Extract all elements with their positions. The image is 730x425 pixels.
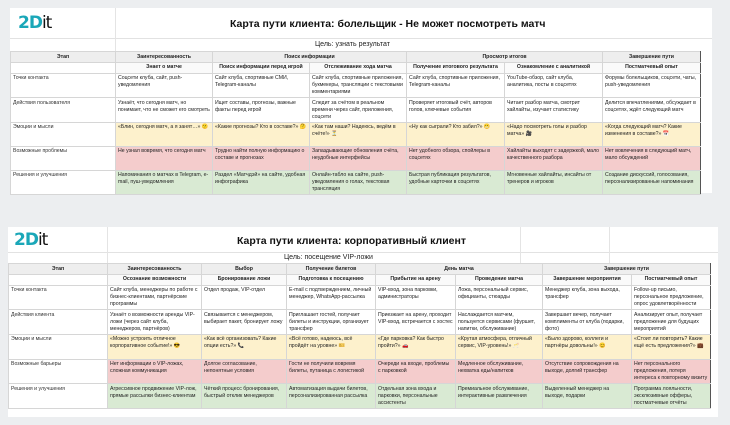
- journey-cell: Связывается с менеджером, выбирает пакет, бронирует ложу: [202, 310, 287, 335]
- stage-header: Завершение пути: [543, 264, 711, 275]
- stage-header: Просмотр итогов: [407, 52, 603, 63]
- substage-header: Постматчевый опыт: [603, 62, 701, 73]
- emotions-row: [11, 122, 701, 146]
- substage-header: Ознакомление с аналитикой: [505, 62, 603, 73]
- journey-cell: Мгновенные хайлайты, инсайты от тренеров и игроков: [505, 170, 603, 195]
- substage-header: Прибытие на арену: [376, 274, 456, 285]
- stage-header: Выбор: [202, 264, 287, 275]
- journey-cell: «Всё готово, надеюсь, всё пройдёт на уровне» 🎫: [287, 334, 376, 359]
- journey-cell: Ложа, персональный сервис, официанты, стюарды: [456, 285, 543, 310]
- journey-cell: Автоматизация выдачи билетов, персонализированная рассылка: [287, 384, 376, 409]
- journey-cell: VIP-вход, зона парковки, администраторы: [376, 285, 456, 310]
- stage-row: [9, 264, 711, 275]
- row-label: Эмоции и мысли: [11, 122, 116, 146]
- row-label: Точки контакта: [11, 73, 116, 98]
- journey-cell: Гости не получили вовремя билеты, путаница с логистикой: [287, 359, 376, 384]
- journey-cell: Форумы болельщиков, соцсети, чаты, push-уведомления: [603, 73, 701, 98]
- row-label: Действия клиента: [9, 310, 108, 335]
- map1-table: [10, 51, 701, 195]
- problems-row: [11, 146, 701, 170]
- substage-row: [9, 274, 711, 285]
- journey-cell: Сайт клуба, спортивные приложения, Telegram-каналы: [407, 73, 505, 98]
- journey-cell: Долгое согласование, непонятные условия: [202, 359, 287, 384]
- substage-header: Поиск информации перед игрой: [213, 62, 310, 73]
- substage-header: Бронирование ложи: [202, 274, 287, 285]
- map2-goal: Цель: посещение VIP-ложи: [284, 254, 373, 261]
- journey-cell: Приезжает на арену, проходит VIP-вход, встречается с хостес: [376, 310, 456, 335]
- journey-cell: «Было здорово, коллеги и партнёры довольны!» 😊: [543, 334, 632, 359]
- journey-cell: Отдельная зона входа и парковки, персональные ассистенты: [376, 384, 456, 409]
- stage-header: Заинтересованность: [108, 264, 202, 275]
- journey-cell: Узнаёт, что сегодня матч, но понимает, что не сможет его смотреть: [116, 98, 213, 123]
- stage-header: Поиск информации: [213, 52, 407, 63]
- journey-cell: «Как всё организовать? Какие опции есть?» 📞: [202, 334, 287, 359]
- row-label: Решения и улучшения: [9, 384, 108, 409]
- journey-cell: «Какие прогнозы? Кто в составе?» 🤔: [213, 122, 310, 146]
- emotions-row: [9, 334, 711, 359]
- stage-header: День матча: [376, 264, 543, 275]
- journey-cell: «Ну как сыграли? Кто забил?» 😬: [407, 122, 505, 146]
- journey-map-fan: [10, 8, 712, 193]
- touchpoints-row: [11, 73, 701, 98]
- journey-cell: Нет удобного обзора, спойлеры в соцсетях: [407, 146, 505, 170]
- journey-cell: Программа лояльности, эксклюзивные офферы, постматчевые отчёты: [632, 384, 711, 409]
- journey-cell: Не узнал вовремя, что сегодня матч: [116, 146, 213, 170]
- journey-cell: Агрессивное продвижение VIP-лож, прямые рассылки бизнес-клиентам: [108, 384, 202, 409]
- journey-cell: Читает разбор матча, смотрит хайлайты, изучает статистику: [505, 98, 603, 123]
- journey-cell: Ищет составы, прогнозы, важные факты перед игрой: [213, 98, 310, 123]
- journey-cell: Нет информации о VIP-ложах, сложная коммуникация: [108, 359, 202, 384]
- journey-cell: «Стоит ли повторить? Какие ещё есть предложения?» 💼: [632, 334, 711, 359]
- stage-header: Заинтересованность: [116, 52, 213, 63]
- journey-cell: Follow-up письмо, персональное предложение, опрос удовлетворённости: [632, 285, 711, 310]
- substage-header: Получение итогового результата: [407, 62, 505, 73]
- journey-cell: Хайлайты выходят с задержкой, мало качественного разбора: [505, 146, 603, 170]
- map1-title: Карта пути клиента: болельщик - Не может посмотреть матч: [230, 18, 546, 30]
- map1-goal: Цель: узнать результат: [315, 41, 390, 48]
- journey-cell: «Крутая атмосфера, отличный сервис, VIP-уровень!» 🥂: [456, 334, 543, 359]
- row-label: Решения и улучшения: [11, 170, 116, 195]
- journey-cell: Приглашает гостей, получает билеты и инструкции, организует трансфер: [287, 310, 376, 335]
- map2-table: [8, 263, 711, 409]
- journey-cell: YouTube-обзор, сайт клуба, аналитика, посты в соцсетях: [505, 73, 603, 98]
- journey-cell: Нет персонального предложения, потеря интереса к повторному визиту: [632, 359, 711, 384]
- row-label: Эмоции и мысли: [9, 334, 108, 359]
- stage-label: Этап: [11, 52, 116, 63]
- substage-header: Подготовка к посещению: [287, 274, 376, 285]
- logo: 2Dit: [18, 13, 52, 33]
- row-label: Точки контакта: [9, 285, 108, 310]
- journey-cell: «Где парковка? Как быстро пройти?» 🚗: [376, 334, 456, 359]
- actions-row: [9, 310, 711, 335]
- journey-cell: Напоминания о матчах в Telegram, e-mail, пуш-уведомления: [116, 170, 213, 195]
- map2-header: [8, 227, 718, 253]
- logo: 2Dit: [14, 230, 48, 250]
- actions-row: [11, 98, 701, 123]
- journey-cell: Узнаёт о возможности аренды VIP-ложи (через сайт клуба, менеджеров, партнёров): [108, 310, 202, 335]
- substage-header: Проведение матча: [456, 274, 543, 285]
- problems-row: [9, 359, 711, 384]
- journey-cell: Анализирует опыт, получает предложение для будущих мероприятий: [632, 310, 711, 335]
- substage-header: Осознание возможности: [108, 274, 202, 285]
- journey-cell: Сайт клуба, менеджеры по работе с бизнес-клиентами, партнёрские программы: [108, 285, 202, 310]
- substage-header: Отслеживание хода матча: [310, 62, 407, 73]
- map2-title: Карта пути клиента: корпоративный клиент: [237, 235, 466, 247]
- map1-header: [10, 8, 712, 39]
- journey-map-corporate: [8, 227, 718, 417]
- journey-cell: Медленное обслуживание, нехватка еды/напитков: [456, 359, 543, 384]
- row-label: Действия пользователя: [11, 98, 116, 123]
- row-label: Возможные барьеры: [9, 359, 108, 384]
- journey-cell: Проверяет итоговый счёт, авторов голов, ключевые события: [407, 98, 505, 123]
- journey-cell: Нет вовлечения в следующий матч, мало обсуждений: [603, 146, 701, 170]
- journey-cell: Премиальное обслуживание, интерактивные развлечения: [456, 384, 543, 409]
- journey-cell: Создание дискуссий, голосования, персонализированные напоминания: [603, 170, 701, 195]
- journey-cell: Делится впечатлениями, обсуждает в соцсетях, ждёт следующий матч: [603, 98, 701, 123]
- stage-header: Завершение пути: [603, 52, 701, 63]
- journey-cell: Отсутствие сопровождения на выходе, долгий трансфер: [543, 359, 632, 384]
- journey-cell: Наслаждается матчем, пользуется сервисами (фуршет, напитки, обслуживание): [456, 310, 543, 335]
- touchpoints-row: [9, 285, 711, 310]
- substage-header: Завершение мероприятия: [543, 274, 632, 285]
- journey-cell: «Можно устроить отличное корпоративное событие!» 😎: [108, 334, 202, 359]
- solutions-row: [11, 170, 701, 195]
- solutions-row: [9, 384, 711, 409]
- journey-cell: Сайт клуба, спортивные СМИ, Telegram-каналы: [213, 73, 310, 98]
- journey-cell: Трудно найти полную информацию о составе и прогнозах: [213, 146, 310, 170]
- journey-cell: Соцсети клуба, сайт, push-уведомления: [116, 73, 213, 98]
- journey-cell: E-mail с подтверждением, личный менеджер, WhatsApp-рассылка: [287, 285, 376, 310]
- journey-cell: Менеджер клуба, зона выхода, трансфер: [543, 285, 632, 310]
- journey-cell: «Когда следующий матч? Какие изменения в составе?» 📅: [603, 122, 701, 146]
- journey-cell: Быстрая публикация результатов, удобные карточки в соцсетях: [407, 170, 505, 195]
- journey-cell: Запаздывающие обновления счёта, неудобные интерфейсы: [310, 146, 407, 170]
- substage-header: Знает о матче: [116, 62, 213, 73]
- journey-cell: Выделенный менеджер на выходе, подарки: [543, 384, 632, 409]
- journey-cell: Чёткий процесс бронирования, быстрый отклик менеджеров: [202, 384, 287, 409]
- journey-cell: Онлайн-табло на сайте, push-уведомления о голах, текстовая трансляция: [310, 170, 407, 195]
- journey-cell: «Блин, сегодня матч, а я занят…» 😕: [116, 122, 213, 146]
- substage-row: [11, 62, 701, 73]
- journey-cell: Следит за счётом в реальном времени через сайт, приложения, соцсети: [310, 98, 407, 123]
- stage-header: Получение билетов: [287, 264, 376, 275]
- row-label: Возможные проблемы: [11, 146, 116, 170]
- journey-cell: Сайт клуба, спортивные приложения, букмекеры, трансляции с текстовыми комментариями: [310, 73, 407, 98]
- journey-cell: Завершает вечер, получает комплименты от клуба (подарки, фото): [543, 310, 632, 335]
- journey-cell: Очереди на входе, проблемы с парковкой: [376, 359, 456, 384]
- journey-cell: «Как там наши? Надеюсь, ведём в счёте!» ⏳: [310, 122, 407, 146]
- journey-cell: Раздел «Матчдэй» на сайте, удобная инфографика: [213, 170, 310, 195]
- journey-cell: Отдел продаж, VIP-отдел: [202, 285, 287, 310]
- stage-label: Этап: [9, 264, 108, 275]
- journey-cell: «Надо посмотреть голы и разбор матча» 🎥: [505, 122, 603, 146]
- substage-header: Постматчевый опыт: [632, 274, 711, 285]
- stage-row: [11, 52, 701, 63]
